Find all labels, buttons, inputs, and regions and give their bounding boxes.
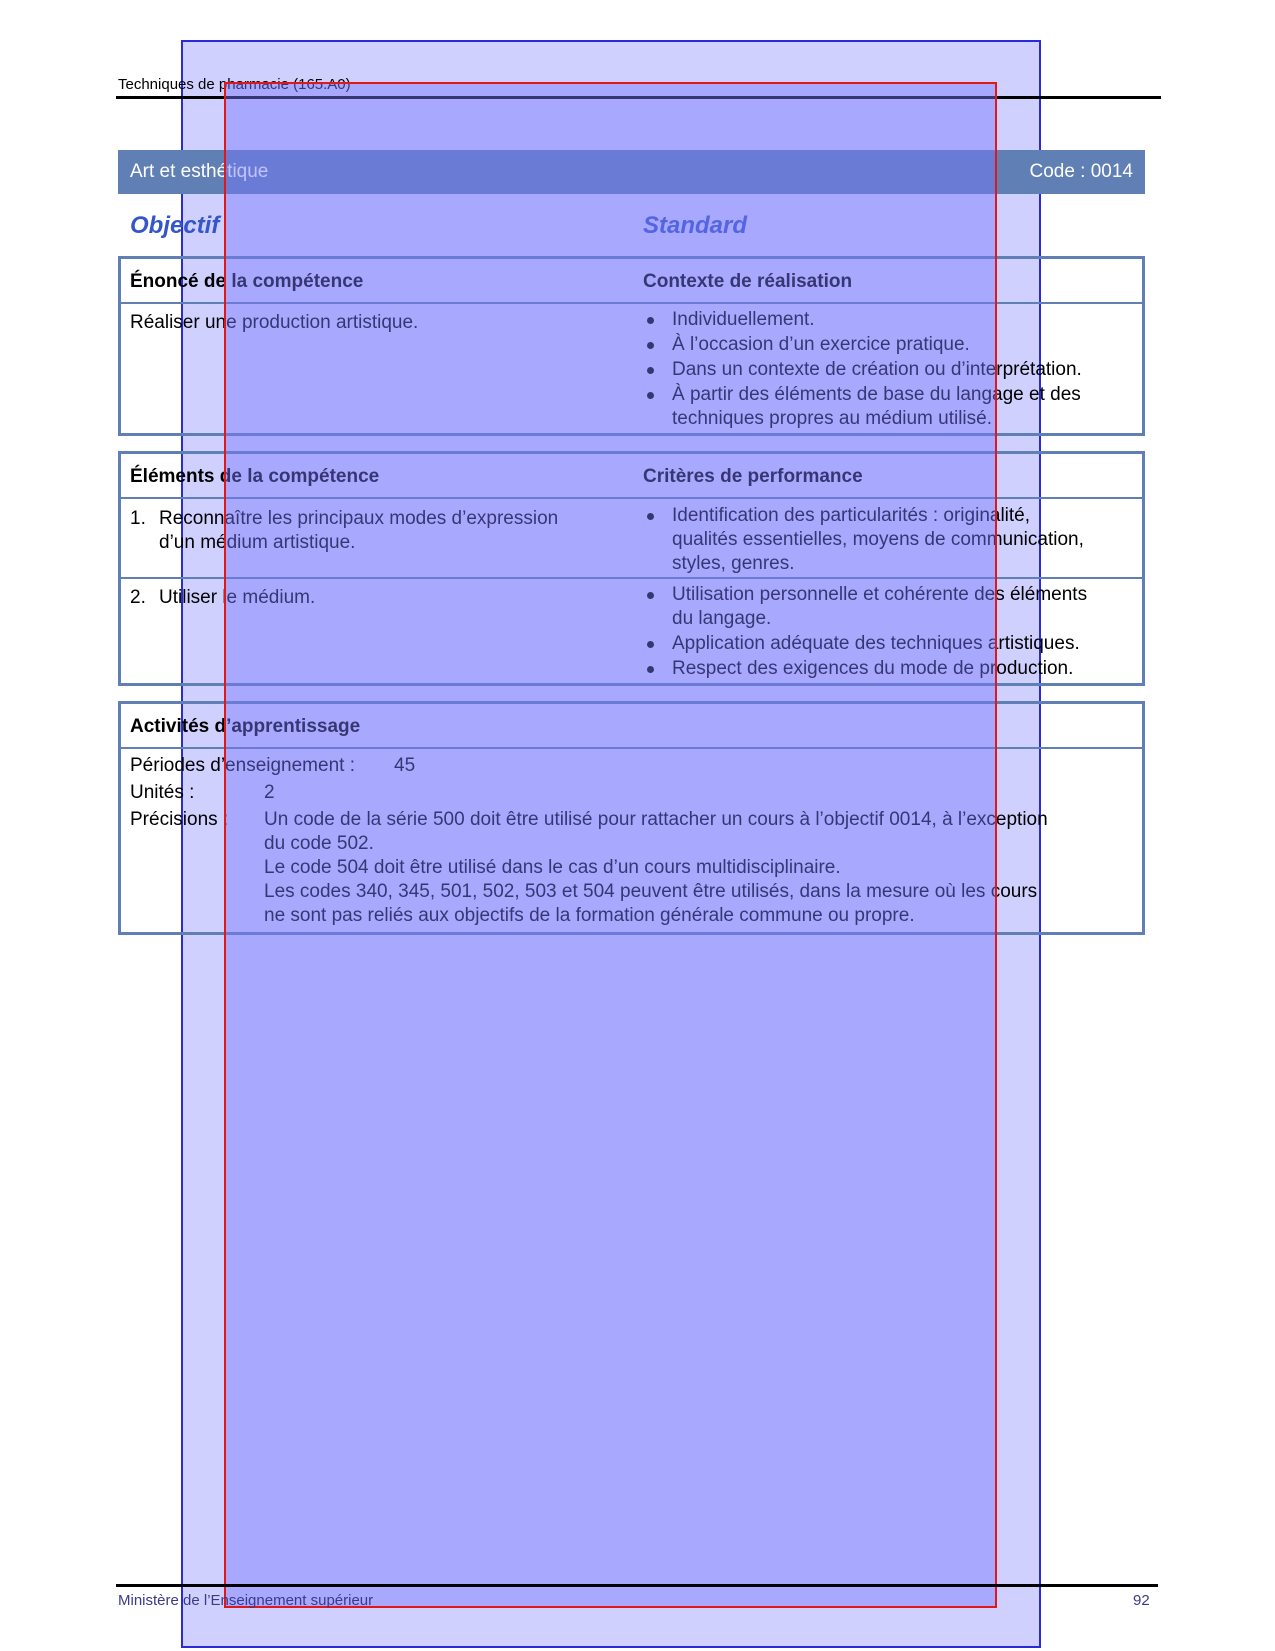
- footer-rule: [116, 1584, 1158, 1587]
- precisions-line: du code 502.: [264, 833, 374, 854]
- precisions-line: Le code 504 doit être utilisé dans le cas d’un cours multidisciplinaire.: [264, 857, 841, 878]
- criteria-line: styles, genres.: [672, 553, 795, 574]
- element-text-line: Utiliser le médium.: [159, 587, 316, 608]
- footer-ministry: Ministère de l’Enseignement supérieur: [118, 1592, 374, 1609]
- periods-label: Périodes d’enseignement :: [130, 755, 355, 776]
- element-text-line: Reconnaître les principaux modes d’expression: [159, 508, 559, 529]
- standard-heading: Standard: [643, 212, 748, 239]
- units-value: 2: [264, 782, 275, 803]
- annotation-overlay-inner: [224, 82, 997, 1608]
- context-line: Dans un contexte de création ou d’interprétation.: [672, 359, 1082, 380]
- page-number: 92: [1133, 1592, 1150, 1609]
- criteria-line: du langage.: [672, 608, 772, 629]
- criteria-line: Identification des particularités : originalité,: [672, 505, 1031, 526]
- criteria-line: qualités essentielles, moyens de communication,: [672, 529, 1084, 550]
- precisions-line: Les codes 340, 345, 501, 502, 503 et 504 peuvent être utilisés, dans la mesure où les cours: [264, 881, 1038, 902]
- context-line: Individuellement.: [672, 309, 815, 330]
- precisions-line: ne sont pas reliés aux objectifs de la formation générale commune ou propre.: [264, 905, 915, 926]
- activities-header: Activités d’apprentissage: [130, 716, 361, 737]
- context-line: À l’occasion d’un exercice pratique.: [672, 334, 970, 355]
- competence-statement: Réaliser une production artistique.: [130, 312, 419, 333]
- criteria-line: Utilisation personnelle et cohérente des éléments: [672, 584, 1088, 605]
- competence-left-header: Énoncé de la compétence: [130, 271, 364, 292]
- course-title: Art et esthétique: [130, 161, 269, 182]
- program-header: Techniques de pharmacie (165.A0): [118, 76, 351, 93]
- criteria-line: Respect des exigences du mode de production.: [672, 658, 1074, 679]
- competence-right-header: Contexte de réalisation: [643, 271, 853, 292]
- elements-right-header: Critères de performance: [643, 466, 863, 487]
- element-text-line: d’un médium artistique.: [159, 532, 356, 553]
- periods-value: 45: [394, 755, 416, 776]
- elements-left-header: Éléments de la compétence: [130, 466, 380, 487]
- course-code: Code : 0014: [1029, 161, 1133, 182]
- criteria-line: Application adéquate des techniques artistiques.: [672, 633, 1080, 654]
- context-line: À partir des éléments de base du langage et des: [672, 384, 1081, 405]
- units-label: Unités :: [130, 782, 195, 803]
- precisions-label: Précisions :: [130, 809, 229, 830]
- objectif-heading: Objectif: [130, 212, 220, 239]
- element-number: 2.: [130, 587, 146, 608]
- context-line: techniques propres au médium utilisé.: [672, 408, 993, 429]
- precisions-line: Un code de la série 500 doit être utilisé pour rattacher un cours à l’objectif 0014, à l’exception: [264, 809, 1048, 830]
- element-number: 1.: [130, 508, 146, 529]
